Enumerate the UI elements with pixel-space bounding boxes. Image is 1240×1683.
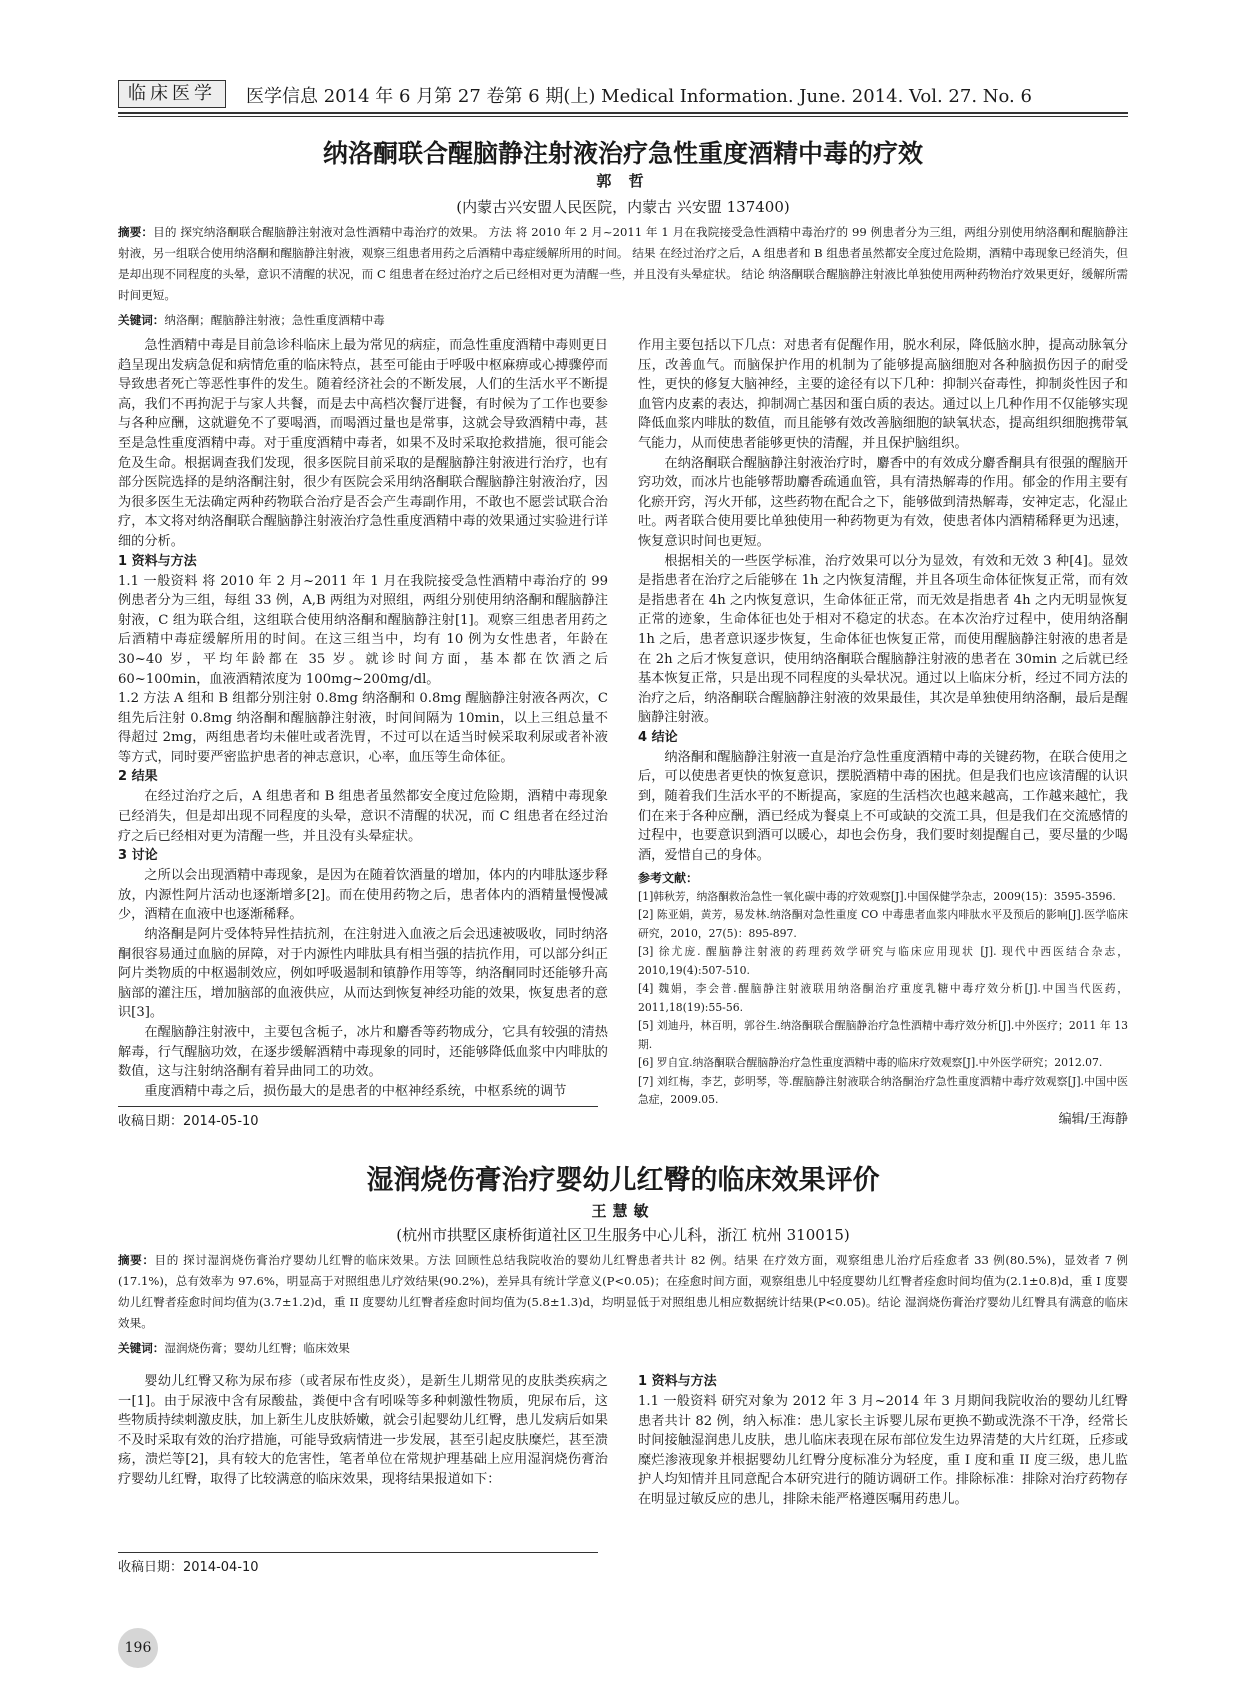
section-heading: 4 结论 xyxy=(638,729,678,745)
article2-abstract xyxy=(118,1250,1128,1334)
keywords-text: 纳洛酮；醒脑静注射液；急性重度酒精中毒 xyxy=(164,313,385,327)
article2-right-column xyxy=(638,1372,1128,1510)
article2-title: 湿润烧伤膏治疗婴幼儿红臀的临床效果评价 xyxy=(366,1165,880,1196)
article1-author: 郭 哲 xyxy=(596,172,650,190)
journal-citation: 医学信息 2014 年 6 月第 27 卷第 6 期(上) Medical Information. June. 2014. Vol. 27. No. 6 xyxy=(246,86,1032,107)
body-paragraph: 婴幼儿红臀又称为尿布疹（或者尿布性皮炎），是新生儿期常见的皮肤类疾病之一[1]。由于尿液中含有尿酸盐，粪便中含有吲哚等多种刺激性物质，兜尿布后，这些物质持续刺激皮肤，加上新生儿皮肤娇嫩，就会引起婴幼儿红臀，患儿发病后如果不及时采取有效的治疗措施，可能导致病情进一步发展，甚至引起皮肤糜烂，甚至溃疡，溃烂等[2]，具有较大的危害性，笔者单位在常规护理基础上应用湿润烧伤膏治疗婴幼儿红臀，取得了比较满意的临床效果，现将结果报道如下： xyxy=(118,1374,608,1487)
body-paragraph: 纳洛酮和醒脑静注射液一直是治疗急性重度酒精中毒的关键药物，在联合使用之后，可以使患者更快的恢复意识，摆脱酒精中毒的困扰。但是我们也应该清醒的认识到，随着我们生活水平的不断提高，家庭的生活档次也越来越高，工作越来越忙，我们在来于各种应酬，酒已经成为餐桌上不可或缺的交流工具，但是我们在交流感情的过程中，也要意识到酒可以暖心，却也会伤身，我们要时刻提醒自己，要尽量的少喝酒，爱惜自己的身体。 xyxy=(638,749,1128,863)
reference-item: [2] 陈亚娟，黄芳，易发林.纳洛酮对急性重度 CO 中毒患者血浆内啡肽水平及预后的影响[J].医学临床研究，2010，27(5)：895-897. xyxy=(638,908,1128,940)
section-heading: 3 讨论 xyxy=(118,848,158,864)
header-rule-thin xyxy=(118,116,1128,117)
abstract-label: 摘要： xyxy=(118,225,154,239)
article1-left-column xyxy=(118,336,608,1101)
body-paragraph: 作用主要包括以下几点：对患者有促醒作用，脱水利尿，降低脑水肿，提高动脉氧分压，改善血气。而脑保护作用的机制为了能够提高脑细胞对各种脑损伤因子的耐受性，更快的修复大脑神经，主要的途径有以下几种：抑制兴奋毒性，抑制炎性因子和血管内皮素的表达，抑制凋亡基因和蛋白质的表达。通过以上几种作用不仅能够实现降低血浆内啡肽的数值，而且能够有效改善脑细胞的缺氧状态，提高组织细胞携带氧气能力，从而使患者能够更快的清醒，并且保护脑组织。 xyxy=(638,338,1128,451)
article2-received-date: 收稿日期：2014-04-10 xyxy=(118,1560,259,1575)
reference-item: [3] 徐尤庞. 醒脑静注射液的药理药效学研究与临床应用现状 [J]. 现代中西医结合杂志，2010,19(4):507-510. xyxy=(638,945,1128,977)
body-paragraph: 纳洛酮是阿片受体特异性拮抗剂，在注射进入血液之后会迅速被吸收，同时纳洛酮很容易通过血脑的屏障，对于内源性内啡肽具有相当强的拮抗作用，可以部分纠正阿片类物质的中枢遏制效应，例如呼吸遏制和镇静作用等等，纳洛酮同时还能够升高脑部的灌注压，增加脑部的血液供应，从而达到恢复神经功能的效果，恢复患者的意识[3]。 xyxy=(118,927,608,1021)
keywords-text: 湿润烧伤膏；婴幼儿红臀；临床效果 xyxy=(164,1341,350,1355)
body-paragraph: 重度酒精中毒之后，损伤最大的是患者的中枢神经系统，中枢系统的调节 xyxy=(144,1083,567,1099)
body-paragraph: 1.1 一般资料 将 2010 年 2 月~2011 年 1 月在我院接受急性酒精中毒治疗的 99 例患者分为三组，每组 33 例，A,B 两组为对照组，两组分别使用纳洛酮和醒脑静注射液，C 组为联合组，这组联合使用纳洛酮和醒脑静注射[1]。观察三组患者用药之后酒精中毒症缓解所用的时间。在这三组当中，均有 10 例为女性患者，年龄在 30~40 岁，平均年龄都在 35 岁。就诊时间方面，基本都在饮酒之后 60~100min，血液酒精浓度为 100mg~200mg/dl。 xyxy=(118,573,608,687)
page-number: 196 xyxy=(118,1628,158,1668)
abstract-text: 目的 探讨湿润烧伤膏治疗婴幼儿红臀的临床效果。方法 回顾性总结我院收治的婴幼儿红臀患者共计 82 例。结果 在疗效方面，观察组患儿治疗后痊愈者 33 例(80.5%)，显效者 7 例(17.1%)，总有效率为 97.6%，明显高于对照组患儿疗效结果(90.2%)，差异具有统计学意义(P<0.05)；在痊愈时间方面，观察组患儿中轻度婴幼儿红臀者痊愈时间均值为(2.1±0.8)d，重 I 度婴幼儿红臀者痊愈时间均值为(3.7±1.2)d，重 II 度婴幼儿红臀者痊愈时间均值为(5.8±1.3)d，均明显低于对照组患儿相应数据统计结果(P<0.05)。结论 湿润烧伤膏治疗婴幼儿红臀具有满意的临床效果。 xyxy=(118,1253,1128,1330)
editor-credit: 编辑/王海静 xyxy=(1058,1111,1128,1127)
section-heading: 2 结果 xyxy=(118,769,158,785)
article2-author: 王慧敏 xyxy=(591,1202,655,1220)
body-paragraph: 在经过治疗之后，A 组患者和 B 组患者虽然都安全度过危险期，酒精中毒现象已经消失，但是却出现不同程度的头晕，意识不清醒的状况，而 C 组患者在经过治疗之后已经相对更为清醒一些，并且没有头晕症状。 xyxy=(118,789,608,844)
section-tag: 临床医学 xyxy=(118,80,226,108)
body-paragraph: 急性酒精中毒是目前急诊科临床上最为常见的病症，而急性重度酒精中毒则更日趋呈现出发病急促和病情危重的临床特点，甚至可能由于呼吸中枢麻痹或心搏骤停而导致患者死亡等恶性事件的发生。随着经济社会的不断发展，人们的生活水平不断提高，我们不再拘泥于与家人共餐，而是去中高档次餐厅进餐，有时候为了工作也要参与各种应酬，这就避免不了要喝酒，而喝酒过量也是常事，这就会导致酒精中毒，甚至是急性重度酒精中毒。对于重度酒精中毒者，如果不及时采取抢救措施，很可能会危及生命。根据调查我们发现，很多医院目前采取的是醒脑静注射液进行治疗，也有部分医院选择的是纳洛酮注射，很少有医院会采用纳洛酮联合醒脑静注射液治疗，因为很多医生无法确定两种药物联合治疗是否会产生毒副作用，不敢也不愿尝试联合治疗，本文将对纳洛酮联合醒脑静注射液治疗急性重度酒精中毒的效果通过实验进行详细的分析。 xyxy=(118,338,608,549)
section-heading: 1 资料与方法 xyxy=(118,553,197,569)
header-rule xyxy=(118,112,1128,114)
reference-item: [1]韩秋芳，纳洛酮救治急性一氧化碳中毒的疗效观察[J].中国保健学杂志，2009(15)：3595-3596. xyxy=(638,889,1116,903)
abstract-label: 摘要： xyxy=(118,1253,155,1267)
section-heading: 1 资料与方法 xyxy=(638,1374,717,1389)
article1-title: 纳洛酮联合醒脑静注射液治疗急性重度酒精中毒的疗效 xyxy=(322,139,923,168)
body-paragraph: 在纳洛酮联合醒脑静注射液治疗时，麝香中的有效成分麝香酮具有很强的醒脑开窍功效，而冰片也能够帮助麝香疏通血管，具有清热解毒的作用。郁金的作用主要有化瘀开窍，泻火开郁，这些药物在配合之下，能够做到清热解毒，安神定志，化湿止吐。两者联合使用要比单独使用一种药物更为有效，使患者体内酒精稀释更为迅速，恢复意识时间也更短。 xyxy=(638,455,1128,549)
reference-item: [5] 刘迪丹，林百明，郭谷生.纳洛酮联合醒脑静治疗急性酒精中毒疗效分析[J].中外医疗；2011 年 13 期. xyxy=(638,1019,1128,1051)
reference-item: [6] 罗自宜.纳洛酮联合醒脑静治疗急性重度酒精中毒的临床疗效观察[J].中外医学研究；2012.07. xyxy=(638,1056,1103,1070)
body-paragraph: 在醒脑静注射液中，主要包含栀子，冰片和麝香等药物成分，它具有较强的清热解毒，行气醒脑功效，在逐步缓解酒精中毒现象的同时，还能够降低血浆中内啡肽的数值，这与注射纳洛酮有着异曲同工的功效。 xyxy=(118,1025,608,1080)
abstract-text: 目的 探究纳洛酮联合醒脑静注射液对急性酒精中毒治疗的效果。 方法 将 2010 年 2 月~2011 年 1 月在我院接受急性酒精中毒治疗的 99 例患者分为三组，两组分别使用纳洛酮和醒脑静注射液，另一组联合使用纳洛酮和醒脑静注射液，观察三组患者用药之后酒精中毒症缓解所用的时间。 结果 在经过治疗之后，A 组患者和 B 组患者虽然都安全度过危险期，酒精中毒现象已经消失，但是却出现不同程度的头晕，意识不清醒的状况，而 C 组患者在经过治疗之后已经相对更为清醒一些，并且没有头晕症状。 结论 纳洛酮联合醒脑静注射液比单独使用两种药物治疗效果更好，缓解所需时间更短。 xyxy=(118,225,1128,302)
keywords-label: 关键词： xyxy=(118,313,165,327)
references-heading: 参考文献： xyxy=(638,871,699,886)
article2-left-column xyxy=(118,1372,608,1490)
received-rule xyxy=(118,1552,598,1553)
body-paragraph: 1.1 一般资料 研究对象为 2012 年 3 月~2014 年 3 月期间我院收治的婴幼儿红臀患者共计 82 例，纳入标准：患儿家长主诉婴儿尿布更换不勤或洗涤不干净，经常长时间接触湿润患儿皮肤，患儿临床表现在尿布部位发生边界清楚的大片红斑，丘疹或糜烂渗液现象并根据婴幼儿红臀分度标准分为轻度，重 I 度和重 II 度三级，患儿监护人均知情并且同意配合本研究进行的随访调研工作。排除标准：排除对治疗药物存在明显过敏反应的患儿，排除未能严格遵医嘱用药患儿。 xyxy=(638,1394,1128,1507)
article1-keywords xyxy=(118,312,385,328)
article1-affiliation: (内蒙古兴安盟人民医院，内蒙古 兴安盟 137400) xyxy=(456,198,790,216)
article2-keywords xyxy=(118,1340,350,1356)
reference-item: [4] 魏娟，李会普.醒脑静注射液联用纳洛酮治疗重度乳糖中毒疗效分析[J].中国当代医药，2011,18(19):55-56. xyxy=(638,982,1128,1014)
body-paragraph: 之所以会出现酒精中毒现象，是因为在随着饮酒量的增加，体内的内啡肽逐步释放，内源性阿片活动也逐渐增多[2]。而在使用药物之后，患者体内的酒精量慢慢减少，酒精在血液中也逐渐稀释。 xyxy=(118,868,608,923)
received-rule xyxy=(118,1106,598,1107)
article1-right-column xyxy=(638,336,1128,1130)
body-paragraph: 根据相关的一些医学标准，治疗效果可以分为显效，有效和无效 3 种[4]。显效是指患者在治疗之后能够在 1h 之内恢复清醒，并且各项生命体征恢复正常，而有效是指患者在 4h 之内恢复意识，生命体征正常，而无效是指患者 4h 之内无明显恢复正常的迹象，生命体征也处于相对不稳定的状态。在本次治疗过程中，使用纳洛酮 1h 之后，患者意识逐步恢复，生命体征也恢复正常，而使用醒脑静注射液的患者是在 2h 之后才恢复意识，使用纳洛酮联合醒脑静注射液的患者在 30min 之后就已经基本恢复正常，只是出现不同程度的头晕状况。通过以上临床分析，经过不同方法的治疗之后，纳洛酮联合醒脑静注射液的效果最佳，其次是单独使用纳洛酮，最后是醒脑静注射液。 xyxy=(638,553,1128,726)
reference-item: [7] 刘红梅，李艺，彭明琴，等.醒脑静注射液联合纳洛酮治疗急性重度酒精中毒疗效观察[J].中国中医急症，2009.05. xyxy=(638,1074,1128,1107)
body-paragraph: 1.2 方法 A 组和 B 组都分别注射 0.8mg 纳洛酮和 0.8mg 醒脑静注射液各两次，C 组先后注射 0.8mg 纳洛酮和醒脑静注射液，时间间隔为 10min，以上三组总量不得超过 2mg，两组患者均未催吐或者洗胃，不过可以在适当时候采取利尿或者补液等方式，同时要严密监护患者的神志意识，心率，血压等生命体征。 xyxy=(118,691,608,765)
references xyxy=(638,869,1128,1110)
article1-abstract xyxy=(118,222,1128,306)
article1-received-date: 收稿日期：2014-05-10 xyxy=(118,1114,259,1129)
running-header xyxy=(118,78,1128,114)
keywords-label: 关键词： xyxy=(118,1341,165,1355)
article2-affiliation: (杭州市拱墅区康桥街道社区卫生服务中心儿科，浙江 杭州 310015) xyxy=(396,1226,850,1244)
